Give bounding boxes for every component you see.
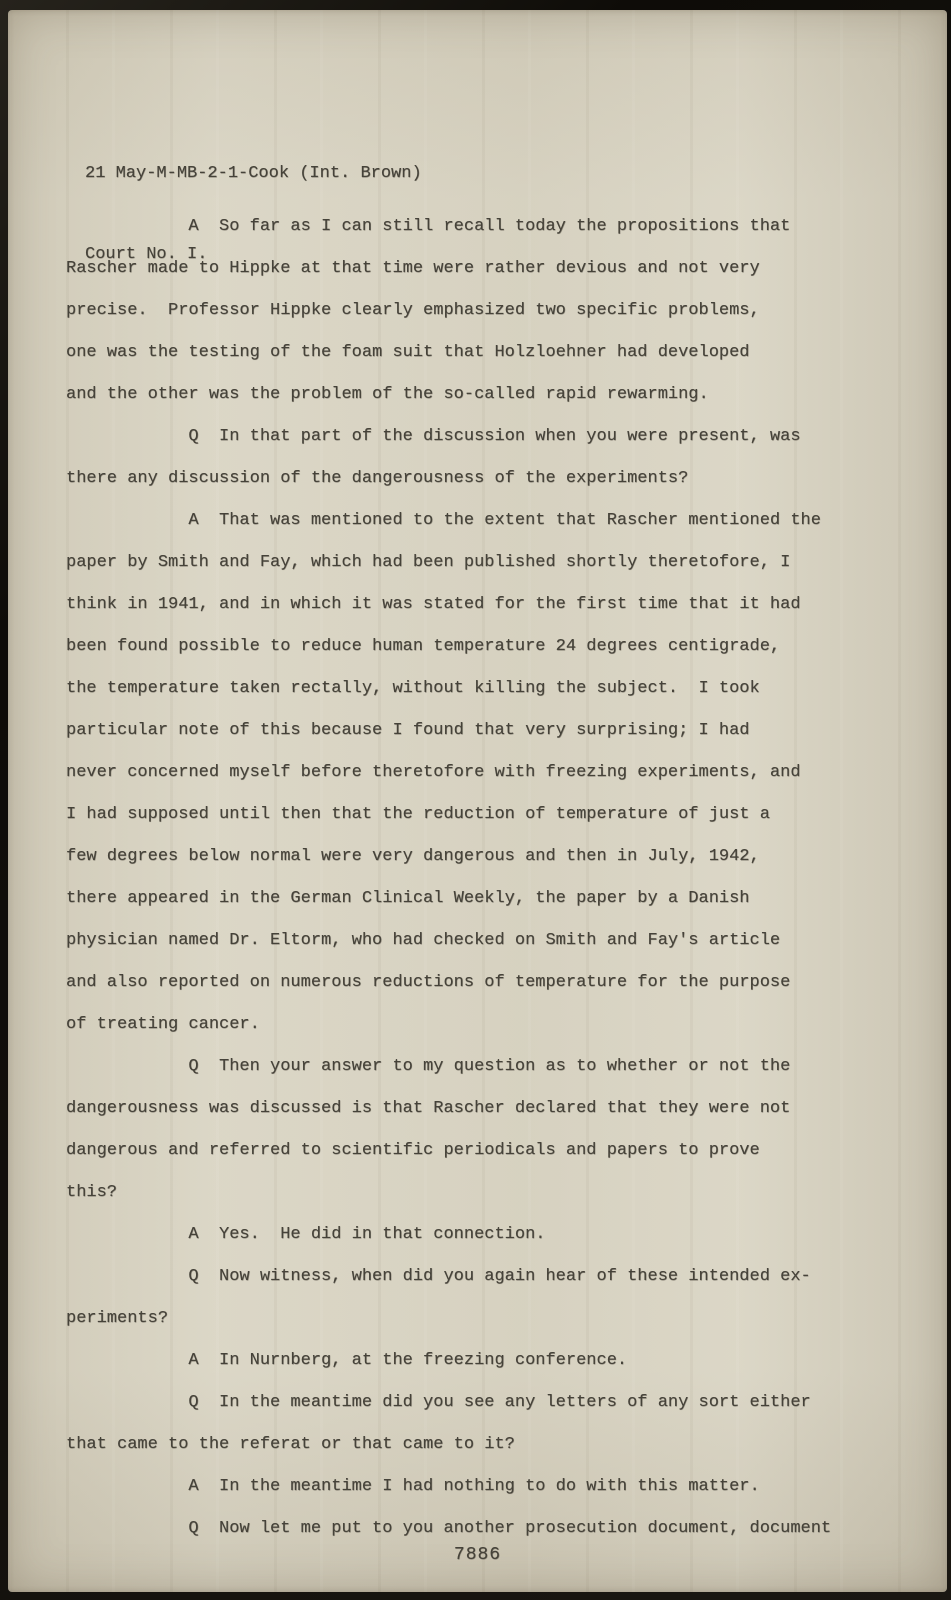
transcript-line: A That was mentioned to the extent that Rascher mentioned the [66,511,821,530]
transcript-line: Q In the meantime did you see any letters of any sort either [66,1393,811,1412]
transcript-line: few degrees below normal were very dangerous and then in July, 1942, [66,847,760,866]
transcript-line: this? [66,1183,118,1202]
transcript-line: A So far as I can still recall today the propositions that [66,217,791,236]
transcript-line: A In Nurnberg, at the freezing conference. [66,1351,628,1370]
transcript-line: the temperature taken rectally, without killing the subject. I took [66,679,760,698]
header-court-line: Court No. I. [85,245,208,264]
transcript-line: think in 1941, and in which it was stated for the first time that it had [66,595,801,614]
transcript-line: of treating cancer. [66,1015,260,1034]
page-number: 7886 [453,1545,502,1565]
transcript-line: Q Then your answer to my question as to whether or not the [66,1057,791,1076]
transcript-line: precise. Professor Hippke clearly emphasized two specific problems, [66,301,760,320]
transcript-line: A Yes. He did in that connection. [66,1225,546,1244]
transcript-line: there any discussion of the dangerousness of the experiments? [66,469,689,488]
transcript-line: I had supposed until then that the reduction of temperature of just a [66,805,770,824]
transcript-line: paper by Smith and Fay, which had been published shortly theretofore, I [66,553,791,572]
transcript-line: Q In that part of the discussion when you were present, was [66,427,801,446]
transcript-line: Q Now witness, when did you again hear of these intended ex- [66,1267,811,1286]
document-page [8,10,947,1592]
transcript-line: and the other was the problem of the so-called rapid rewarming. [66,385,709,404]
transcript-line: that came to the referat or that came to it? [66,1435,515,1454]
transcript-line: been found possible to reduce human temperature 24 degrees centigrade, [66,637,781,656]
header-case-line: 21 May-M-MB-2-1-Cook (Int. Brown) [85,164,422,183]
transcript-line: one was the testing of the foam suit that Holzloehner had developed [66,343,750,362]
transcript-line: dangerousness was discussed is that Rascher declared that they were not [66,1099,791,1118]
transcript-line: particular note of this because I found that very surprising; I had [66,721,750,740]
transcript-line: there appeared in the German Clinical Weekly, the paper by a Danish [66,889,750,908]
transcript-line: A In the meantime I had nothing to do with this matter. [66,1477,760,1496]
transcript-line: never concerned myself before theretofore with freezing experiments, and [66,763,801,782]
transcript-line: Q Now let me put to you another prosecution document, document [66,1519,832,1538]
transcript-line: periments? [66,1309,169,1328]
transcript-line: dangerous and referred to scientific periodicals and papers to prove [66,1141,760,1160]
transcript-line: Rascher made to Hippke at that time were rather devious and not very [66,259,760,278]
transcript-line: physician named Dr. Eltorm, who had checked on Smith and Fay's article [66,931,781,950]
transcript-body [66,206,831,1550]
transcript-line: and also reported on numerous reductions of temperature for the purpose [66,973,791,992]
